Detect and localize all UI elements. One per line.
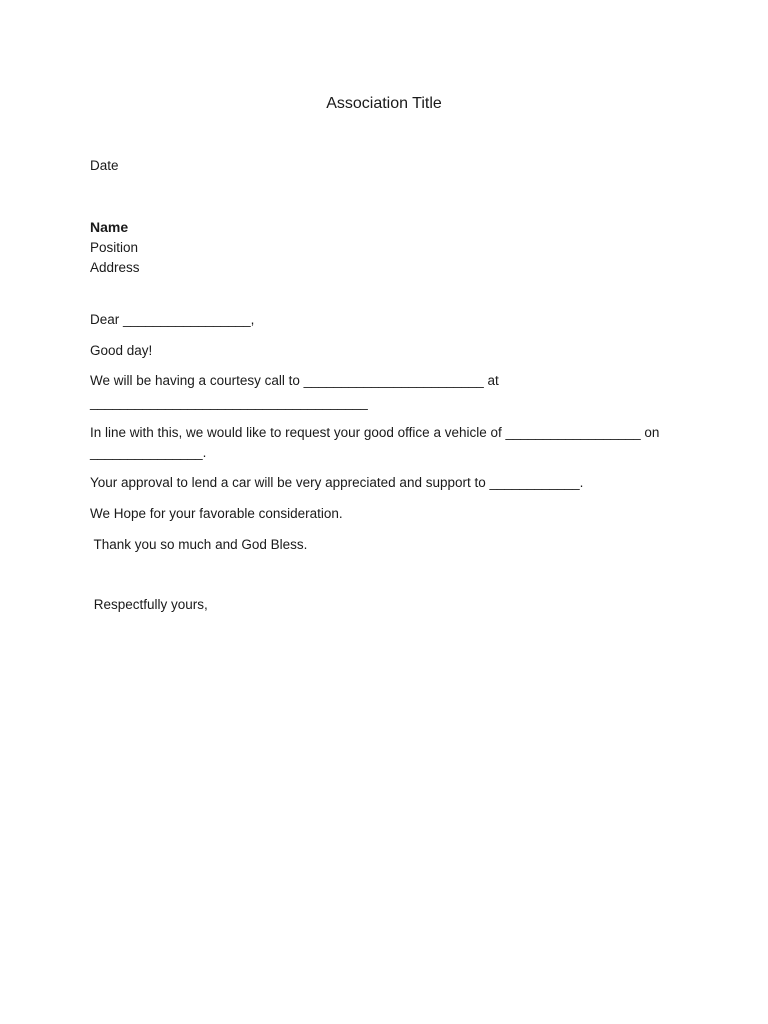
greeting: Good day! (90, 343, 153, 358)
paragraph-4: We Hope for your favorable consideration. (90, 506, 343, 521)
paragraph-1-line-2: _____________________________________ (90, 395, 368, 410)
paragraph-3: Your approval to lend a car will be very appreciated and support to ____________. (90, 475, 584, 490)
recipient-name: Name (90, 219, 129, 235)
paragraph-2-line-1: In line with this, we would like to request your good office a vehicle of __________________ on (90, 425, 660, 440)
association-title: Association Title (326, 95, 442, 112)
closing-line: Respectfully yours, (90, 597, 208, 612)
thanks-line: Thank you so much and God Bless. (90, 537, 308, 552)
paragraph-2-line-2: _______________. (90, 445, 207, 460)
recipient-position: Position (90, 240, 139, 255)
salutation: Dear _________________, (90, 312, 255, 327)
date-line: Date (90, 158, 119, 173)
paragraph-1-line-1: We will be having a courtesy call to ________________________ at (90, 373, 499, 388)
recipient-address: Address (90, 260, 140, 275)
